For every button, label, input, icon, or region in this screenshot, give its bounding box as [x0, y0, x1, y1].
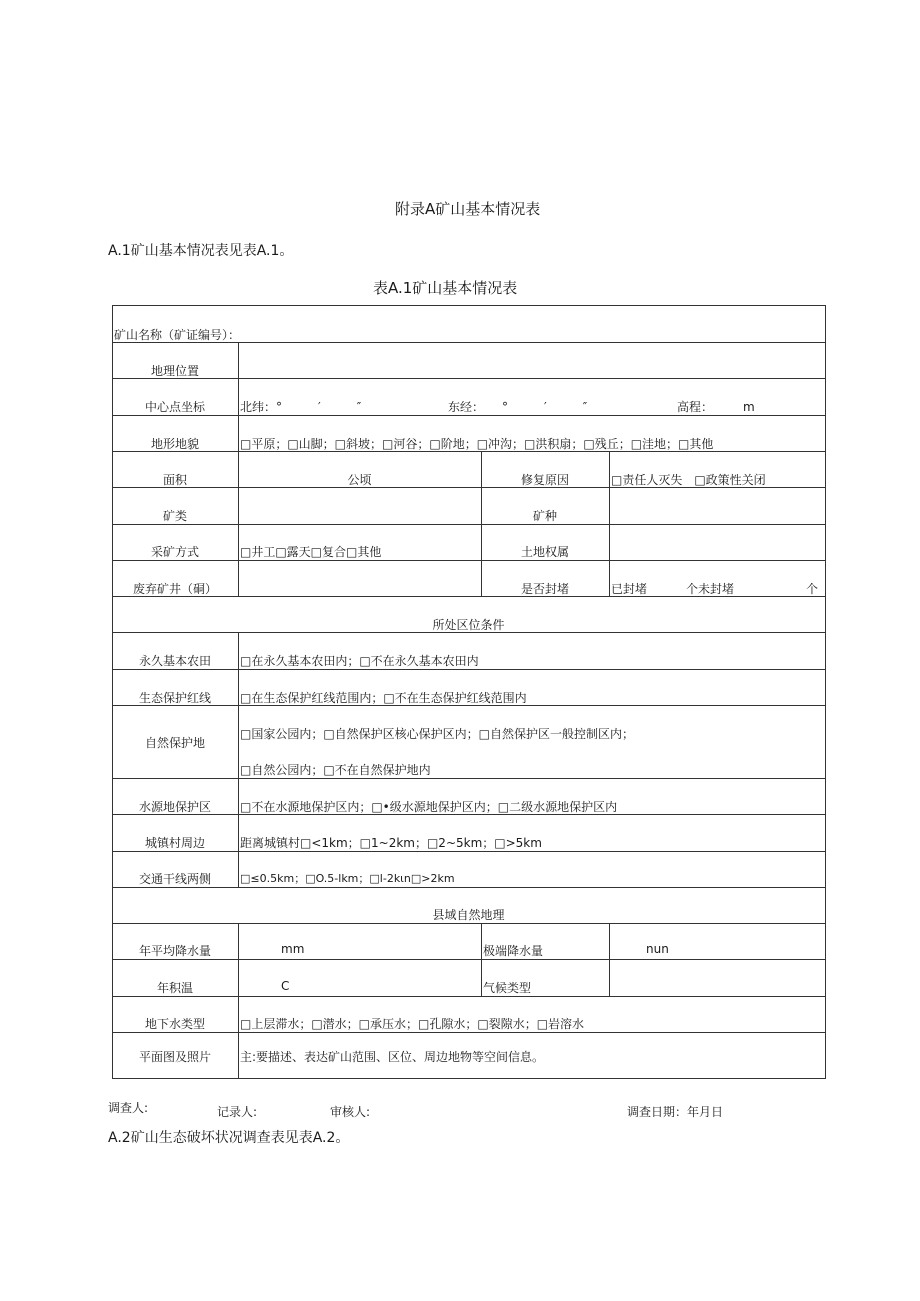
town-label: 城镇村周边	[144, 836, 205, 850]
groundwater-value: □上层滞水；□潜水；□承压水；□孔隙水；□裂隙水；□岩溶水	[240, 1017, 585, 1031]
method-value: □井工□露天□复合□其他	[240, 545, 382, 559]
plan-value: 主:要描述、表达矿山范围、区位、周边地物等空间信息。	[240, 1050, 545, 1064]
appendix-title: 附录A矿山基本情况表	[395, 200, 541, 218]
extreme-rain-unit: nun	[646, 942, 669, 956]
reserve-value-line1: □国家公园内；□自然保护区核心保护区内；□自然保护区一般控制区内；	[240, 727, 635, 741]
area-unit: 公顷	[347, 473, 372, 487]
repair-reason-value: □责任人灭失 □政策性关闭	[611, 473, 766, 487]
farmland-label: 永久基本农田	[138, 654, 211, 668]
extreme-rain-label: 极端降水量	[483, 944, 544, 958]
mineral-label: 矿种	[532, 509, 557, 523]
repair-reason-label: 修复原因	[520, 473, 569, 487]
water-value: □不在水源地保护区内；□•级水源地保护区内；□二级水源地保护区内	[240, 800, 618, 814]
mine-type-label: 矿类	[162, 509, 187, 523]
reviewer-label: 审核人:	[330, 1105, 371, 1119]
survey-date-label: 调查日期：年月日	[627, 1105, 724, 1119]
abandoned-label: 废弃矿井（硐）	[132, 582, 217, 596]
temp-unit: C	[281, 979, 290, 993]
sealed-label: 是否封堵	[520, 582, 569, 596]
plan-label: 平面图及照片	[138, 1050, 211, 1064]
traffic-value: □≤0.5km；□O.5-lkm；□l-2kιn□>2km	[240, 872, 455, 885]
town-value: 距离城镇村□<1km；□1~2km；□2~5km；□>5km	[240, 836, 542, 850]
section-a2-heading: A.2矿山生态破坏状况调查表见表A.2。	[108, 1130, 350, 1146]
coord-label: 中心点坐标	[144, 400, 205, 414]
terrain-label: 地形地貌	[150, 437, 199, 451]
reserve-value-line2: □自然公园内；□不在自然保护地内	[240, 763, 431, 777]
land-right-label: 土地权属	[520, 545, 569, 559]
climate-label: 气候类型	[483, 981, 532, 995]
temp-label: 年积温	[156, 981, 193, 995]
coord-elevation: 高程： m	[677, 400, 755, 414]
reserve-label: 自然保护地	[144, 736, 205, 750]
recorder-label: 记录人:	[217, 1105, 258, 1119]
rain-label: 年平均降水量	[138, 944, 211, 958]
table-caption: 表A.1矿山基本情况表	[373, 279, 518, 297]
sealed-value-count: 个	[806, 582, 819, 596]
rain-unit: mm	[281, 942, 305, 956]
location-label: 地理位置	[150, 364, 199, 378]
section-a1-heading: A.1矿山基本情况表见表A.1。	[108, 243, 294, 259]
coord-east: 东经： ° ′ ″	[448, 400, 588, 414]
sealed-value-unsealed: 个未封堵	[686, 582, 735, 596]
traffic-label: 交通干线两侧	[138, 872, 211, 886]
area-label: 面积	[162, 473, 187, 487]
redline-label: 生态保护红线	[138, 691, 211, 705]
farmland-value: □在永久基本农田内；□不在永久基本农田内	[240, 654, 479, 668]
water-label: 水源地保护区	[138, 800, 211, 814]
redline-value: □在生态保护红线范围内；□不在生态保护红线范围内	[240, 691, 527, 705]
mine-name-label: 矿山名称（矿证编号）：	[114, 328, 241, 342]
terrain-value: □平原；□山脚；□斜坡；□河谷；□阶地；□冲沟；□洪积扇；□残丘；□洼地；□其他	[240, 437, 714, 451]
zone-header: 所处区位条件	[432, 618, 505, 632]
geo-header: 县域自然地理	[432, 908, 505, 922]
groundwater-label: 地下水类型	[144, 1017, 205, 1031]
coord-north: 北纬：° ′ ″	[240, 400, 362, 414]
sealed-value-sealed: 已封堵	[611, 582, 648, 596]
method-label: 采矿方式	[150, 545, 199, 559]
investigator-label: 调查人:	[108, 1101, 149, 1115]
